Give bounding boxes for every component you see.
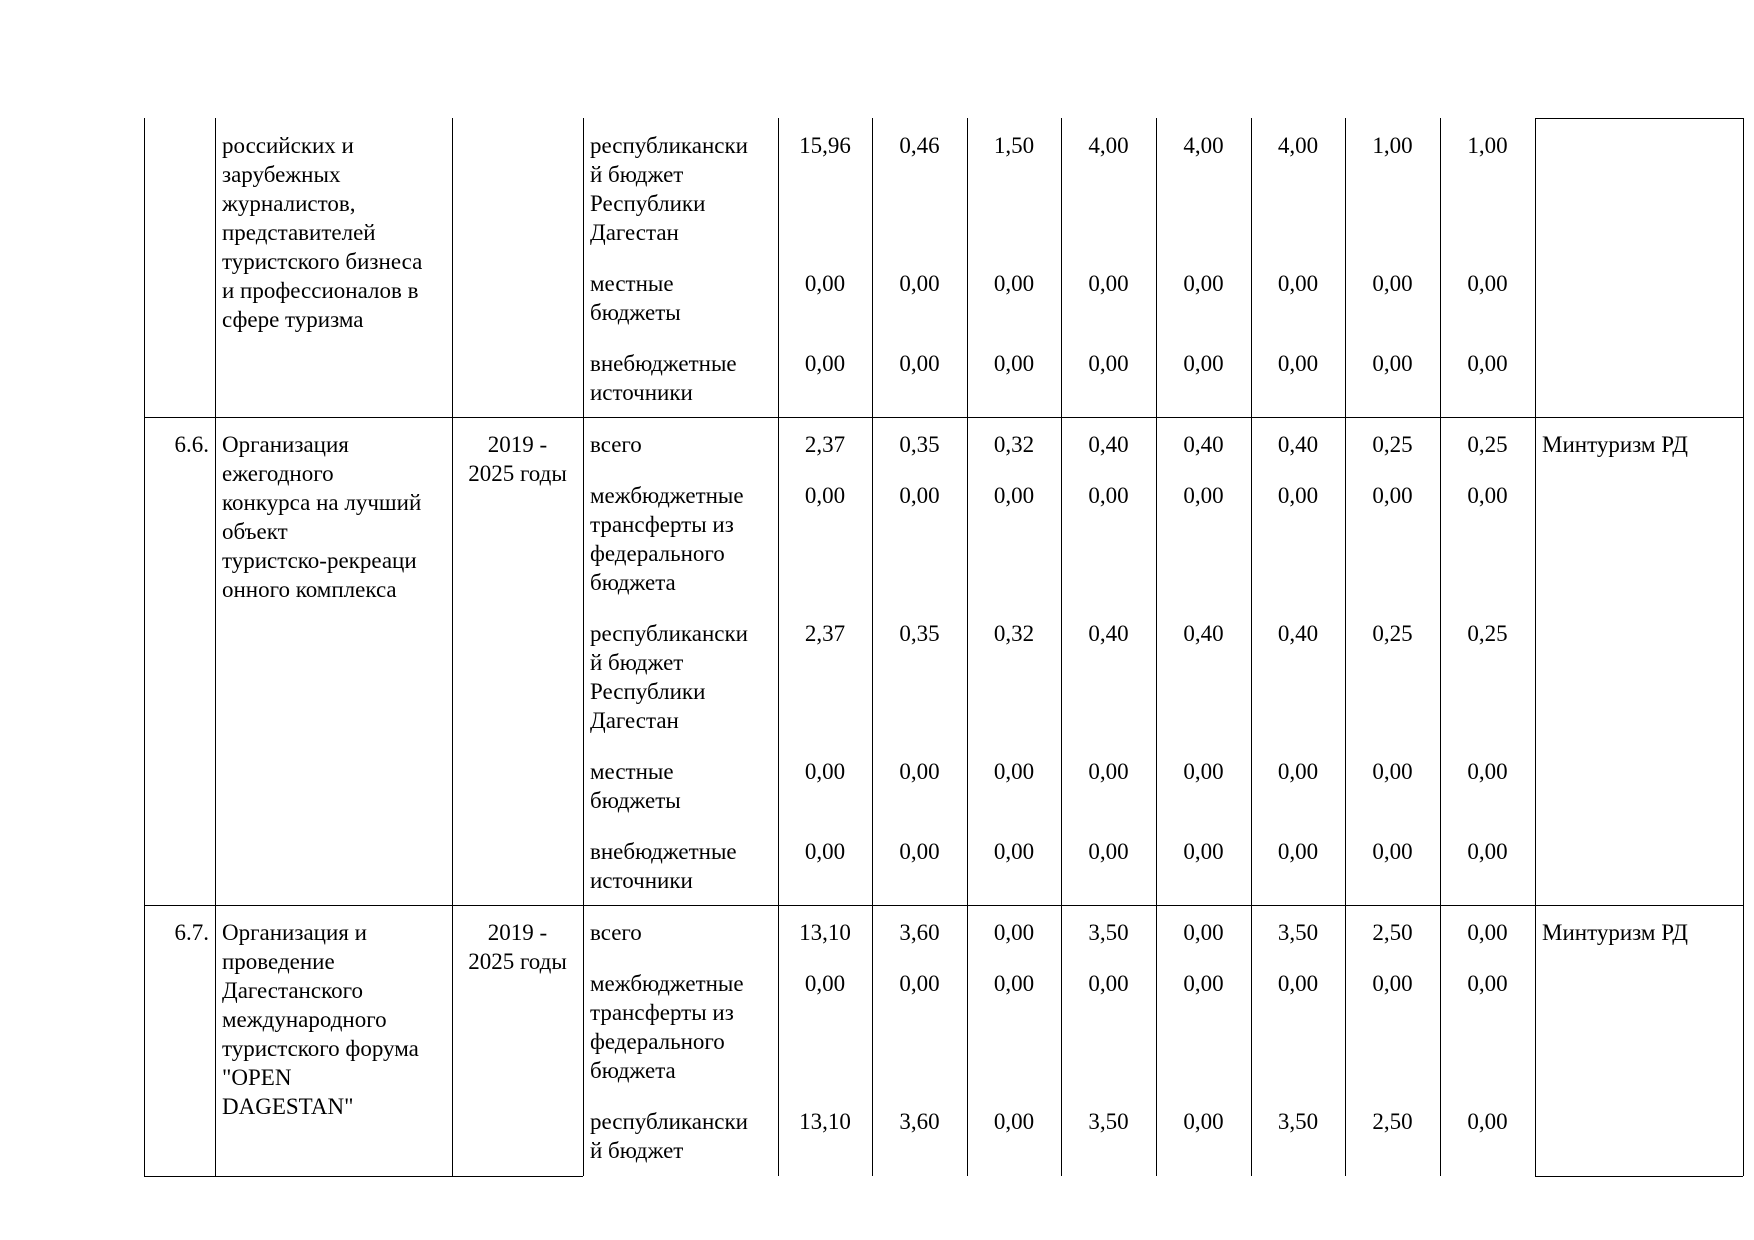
funding-source-line: внебюджетные [590, 839, 737, 864]
amount-cell: 3,50 [1277, 920, 1319, 945]
amount-cell: 0,00 [1467, 971, 1508, 996]
funding-source-line: бюджеты [590, 788, 681, 813]
amount-cell: 0,40 [1183, 621, 1224, 646]
amount-cell: 0,00 [1183, 759, 1224, 784]
period-line: 2025 годы [468, 461, 567, 486]
table-bottom-border-right [1535, 1176, 1743, 1177]
amount-cell: 0,00 [1372, 483, 1413, 508]
measure-name-line: Организация и [222, 920, 367, 945]
amount-cell: 0,00 [1183, 483, 1224, 508]
funding-source-line: внебюджетные [590, 351, 737, 376]
row-divider [144, 417, 1743, 418]
measure-name-line: и профессионалов в [222, 278, 419, 303]
amount-cell: 0,00 [1088, 271, 1129, 296]
amount-cell: 0,40 [1183, 432, 1224, 457]
amount-cell: 0,00 [1088, 483, 1129, 508]
amount-cell: 1,00 [1467, 133, 1508, 158]
amount-cell: 0,00 [1183, 971, 1224, 996]
period-line: 2025 годы [468, 949, 567, 974]
amount-cell: 0,00 [804, 971, 846, 996]
amount-cell: 3,50 [1277, 1109, 1319, 1134]
measure-name-line: онного комплекса [222, 577, 397, 602]
funding-source-line: местные [590, 271, 674, 296]
amount-cell: 0,00 [899, 839, 940, 864]
amount-cell: 0,46 [899, 133, 940, 158]
amount-cell: 0,00 [1183, 839, 1224, 864]
amount-cell: 13,10 [799, 920, 851, 945]
amount-cell: 0,00 [899, 351, 940, 376]
amount-cell: 0,00 [1088, 839, 1129, 864]
table-top-border-right [1535, 118, 1743, 119]
amount-cell: 0,00 [804, 271, 846, 296]
amount-cell: 0,00 [1467, 1109, 1508, 1134]
amount-cell: 0,32 [993, 621, 1035, 646]
row-divider [144, 905, 1743, 906]
amount-cell: 4,00 [1088, 133, 1129, 158]
column-divider [144, 118, 145, 1176]
column-divider [583, 118, 584, 1176]
amount-cell: 0,00 [1277, 483, 1319, 508]
funding-source-line: местные [590, 759, 674, 784]
amount-cell: 1,00 [1372, 133, 1413, 158]
row-number: 6.7. [174, 920, 209, 945]
amount-cell: 0,00 [899, 271, 940, 296]
amount-cell: 0,40 [1088, 621, 1129, 646]
amount-cell: 0,00 [1467, 271, 1508, 296]
amount-cell: 4,00 [1277, 133, 1319, 158]
amount-cell: 0,25 [1372, 621, 1413, 646]
measure-name-line: представителей [222, 220, 376, 245]
funding-source-line: Дагестан [590, 220, 679, 245]
funding-source-line: республикански [590, 621, 748, 646]
amount-cell: 0,00 [804, 759, 846, 784]
measure-name-line: Дагестанского [222, 978, 363, 1003]
amount-cell: 0,00 [1088, 759, 1129, 784]
measure-name-line: объект [222, 519, 288, 544]
funding-source-line: Дагестан [590, 708, 679, 733]
funding-source-line: й бюджет [590, 1138, 684, 1163]
amount-cell: 3,60 [899, 1109, 940, 1134]
column-divider [1535, 118, 1536, 1176]
amount-cell: 2,50 [1372, 1109, 1413, 1134]
funding-source-line: бюджета [590, 570, 676, 595]
amount-cell: 0,00 [993, 920, 1035, 945]
amount-cell: 0,00 [1183, 351, 1224, 376]
amount-cell: 0,00 [804, 483, 846, 508]
amount-cell: 0,00 [993, 483, 1035, 508]
funding-source-line: межбюджетные [590, 971, 744, 996]
funding-source-line: Республики [590, 191, 706, 216]
amount-cell: 2,37 [804, 621, 846, 646]
measure-name-line: DAGESTAN" [222, 1094, 354, 1119]
amount-cell: 0,00 [993, 1109, 1035, 1134]
funding-source-line: трансферты из [590, 512, 734, 537]
measure-name-line: туристского форума [222, 1036, 419, 1061]
amount-cell: 0,00 [1372, 971, 1413, 996]
amount-cell: 15,96 [799, 133, 851, 158]
amount-cell: 3,50 [1088, 920, 1129, 945]
amount-cell: 0,00 [1183, 920, 1224, 945]
amount-cell: 0,00 [1277, 759, 1319, 784]
measure-name-line: зарубежных [222, 162, 341, 187]
amount-cell: 0,00 [1467, 759, 1508, 784]
executor: Минтуризм РД [1542, 920, 1688, 945]
amount-cell: 0,00 [1372, 351, 1413, 376]
measure-name-line: проведение [222, 949, 335, 974]
measure-name-line: туристского бизнеса [222, 249, 423, 274]
executor: Минтуризм РД [1542, 432, 1688, 457]
amount-cell: 0,00 [804, 351, 846, 376]
amount-cell: 0,00 [1372, 759, 1413, 784]
amount-cell: 4,00 [1183, 133, 1224, 158]
amount-cell: 0,00 [1277, 971, 1319, 996]
funding-source-line: республикански [590, 1109, 748, 1134]
amount-cell: 0,00 [993, 271, 1035, 296]
funding-source-line: межбюджетные [590, 483, 744, 508]
funding-source-line: всего [590, 920, 642, 945]
amount-cell: 0,40 [1088, 432, 1129, 457]
amount-cell: 1,50 [993, 133, 1035, 158]
amount-cell: 0,40 [1277, 621, 1319, 646]
funding-source-line: федерального [590, 541, 725, 566]
amount-cell: 0,00 [899, 971, 940, 996]
measure-name-line: российских и [222, 133, 354, 158]
amount-cell: 0,25 [1372, 432, 1413, 457]
amount-cell: 0,00 [1372, 271, 1413, 296]
funding-source-line: источники [590, 380, 693, 405]
amount-cell: 0,00 [1183, 1109, 1224, 1134]
amount-cell: 3,60 [899, 920, 940, 945]
column-divider [452, 118, 453, 1176]
amount-cell: 0,00 [1088, 971, 1129, 996]
table-bottom-border-left [144, 1176, 583, 1177]
funding-source-line: бюджета [590, 1058, 676, 1083]
amount-cell: 0,00 [1372, 839, 1413, 864]
amount-cell: 0,00 [1467, 839, 1508, 864]
amount-cell: 0,40 [1277, 432, 1319, 457]
amount-cell: 2,37 [804, 432, 846, 457]
amount-cell: 0,35 [899, 432, 940, 457]
funding-source-line: трансферты из [590, 1000, 734, 1025]
column-divider [215, 118, 216, 1176]
amount-cell: 0,00 [1277, 351, 1319, 376]
funding-source-line: источники [590, 868, 693, 893]
funding-source-line: всего [590, 432, 642, 457]
amount-cell: 0,00 [993, 351, 1035, 376]
amount-cell: 0,00 [1467, 920, 1508, 945]
amount-cell: 0,32 [993, 432, 1035, 457]
measure-name-line: международного [222, 1007, 387, 1032]
amount-cell: 0,00 [1467, 351, 1508, 376]
amount-cell: 2,50 [1372, 920, 1413, 945]
column-divider [1743, 118, 1744, 1176]
amount-cell: 0,35 [899, 621, 940, 646]
amount-cell: 3,50 [1088, 1109, 1129, 1134]
row-number: 6.6. [174, 432, 209, 457]
amount-cell: 0,25 [1467, 432, 1508, 457]
amount-cell: 0,00 [993, 839, 1035, 864]
funding-source-line: Республики [590, 679, 706, 704]
funding-source-line: бюджеты [590, 300, 681, 325]
amount-cell: 0,25 [1467, 621, 1508, 646]
amount-cell: 0,00 [899, 759, 940, 784]
amount-cell: 0,00 [1277, 839, 1319, 864]
funding-source-line: федерального [590, 1029, 725, 1054]
measure-name-line: "OPEN [222, 1065, 292, 1090]
amount-cell: 0,00 [993, 759, 1035, 784]
funding-source-line: республикански [590, 133, 748, 158]
measure-name-line: сфере туризма [222, 307, 364, 332]
amount-cell: 0,00 [804, 839, 846, 864]
measure-name-line: Организация [222, 432, 349, 457]
period-line: 2019 - [487, 432, 548, 457]
measure-name-line: ежегодного [222, 461, 334, 486]
period-line: 2019 - [487, 920, 548, 945]
measure-name-line: туристско-рекреаци [222, 548, 417, 573]
funding-source-line: й бюджет [590, 162, 684, 187]
amount-cell: 0,00 [1277, 271, 1319, 296]
amount-cell: 0,00 [1183, 271, 1224, 296]
measure-name-line: журналистов, [222, 191, 356, 216]
amount-cell: 0,00 [1467, 483, 1508, 508]
amount-cell: 13,10 [799, 1109, 851, 1134]
amount-cell: 0,00 [993, 971, 1035, 996]
measure-name-line: конкурса на лучший [222, 490, 422, 515]
funding-source-line: й бюджет [590, 650, 684, 675]
amount-cell: 0,00 [899, 483, 940, 508]
amount-cell: 0,00 [1088, 351, 1129, 376]
